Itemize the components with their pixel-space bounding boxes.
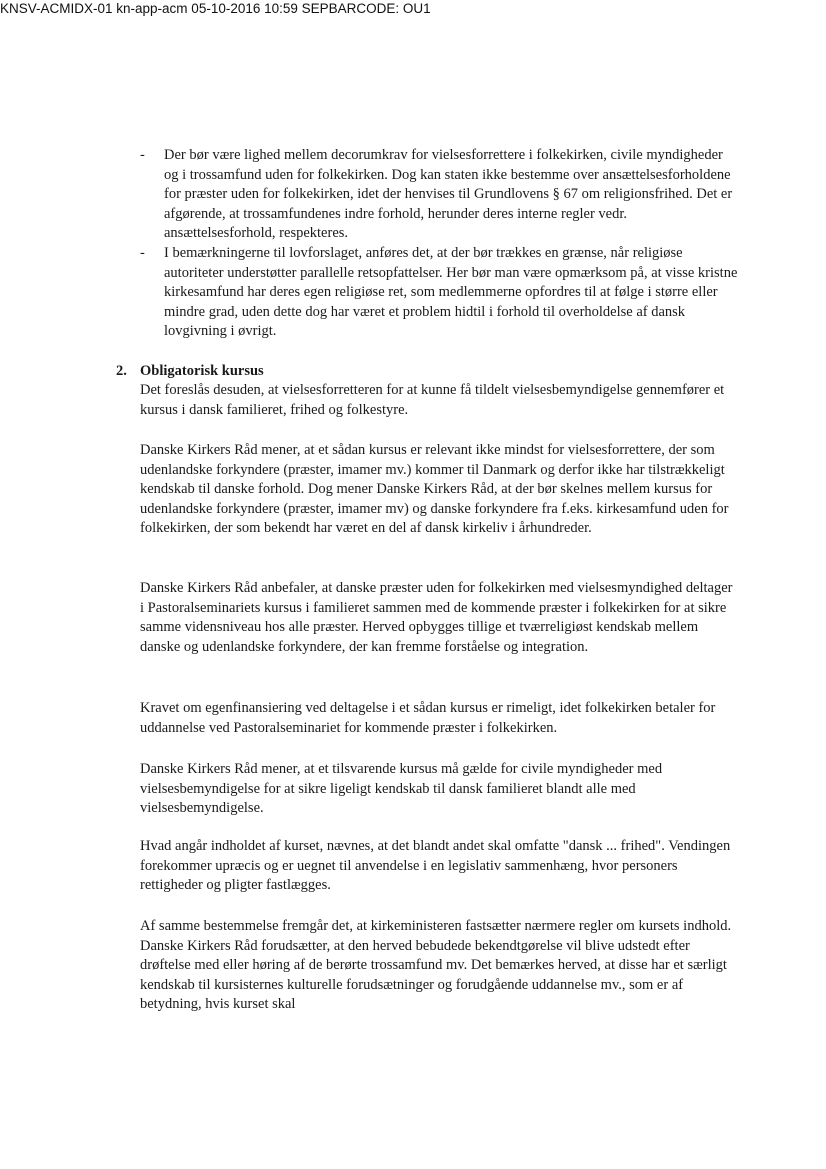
section-number: 2. <box>116 363 127 379</box>
list-item <box>140 244 740 342</box>
list-item <box>140 146 740 244</box>
document-header-stamp: KNSV-ACMIDX-01 kn-app-acm 05-10-2016 10:59 SEPBARCODE: OU1 <box>0 1 431 16</box>
bullet-list <box>140 146 740 342</box>
section-heading <box>116 362 756 381</box>
bullet-text: Der bør være lighed mellem decorumkrav for vielsesforrettere i folkekirken, civile myndigheder og i trossamfund uden for folkekirken. Dog kan staten ikke bestemme over ansættelsesforholdene for præster uden for folkekirken, idet der henvises til Grundlovens § 67 om religionsfrihed. Det er afgørende, at trossamfundenes indre forhold, herunder deres interne regler vedr. ansættelsesforhold, respekteres. <box>164 147 733 242</box>
paragraph: Danske Kirkers Råd mener, at et tilsvarende kursus må gælde for civile myndigheder med vielsesbemyndigelse for at sikre ligeligt kendskab til dansk familieret blandt alle med vielsesbemyndigelse. <box>140 761 663 817</box>
paragraph: Danske Kirkers Råd mener, at et sådan kursus er relevant ikke mindst for vielsesforrettere, der som udenlandske forkyndere (præster, imamer mv.) kommer til Danmark og derfor ikke har tilstrækkeligt kendskab til danske forhold. Dog mener Danske Kirkers Råd, at der bør skelnes mellem kursus for udenlandske forkyndere (præster, imamer mv) og danske forkyndere fra f.eks. kirkesamfund uden for folkekirken, der som bekendt har været en del af dansk kirkeliv i århundreder. <box>140 442 729 537</box>
paragraph: Danske Kirkers Råd anbefaler, at danske præster uden for folkekirken med vielsesmyndighed deltager i Pastoralseminariets kursus i familieret sammen med de kommende præster i folkekirken for at sikre samme vidensniveau hos alle præster. Herved opbygges tillige et tværreligiøst kendskab mellem danske og udenlandske forkyndere, der kan fremme forståelse og integration. <box>140 580 733 655</box>
section-title: Obligatorisk kursus <box>140 363 264 379</box>
bullet-text: I bemærkningerne til lovforslaget, anføres det, at der bør trækkes en grænse, når religiøse autoriteter understøtter parallelle retsopfattelser. Her bør man være opmærksom på, at visse kristne kirkesamfund har deres egen religiøse ret, som medlemmerne opfordres til at følge i større eller mindre grad, uden dette dog har været et problem hidtil i forhold til overholdelse af dansk lovgivning i øvrigt. <box>164 244 738 340</box>
paragraph: Det foreslås desuden, at vielsesforretteren for at kunne få tildelt vielsesbemyndigelse gennemfører et kursus i dansk familieret, frihed og folkestyre. <box>140 382 725 418</box>
paragraph: Af samme bestemmelse fremgår det, at kirkeministeren fastsætter nærmere regler om kursets indhold. Danske Kirkers Råd forudsætter, at den herved bebudede bekendtgørelse vil blive udstedt efter drøftelse med eller høring af de berørte trossamfund mv. Det bemærkes herved, at disse har et særligt kendskab til kursisternes kulturelle forudsætninger og forudgående uddannelse mv., som er af betydning, hvis kurset skal <box>140 918 732 1013</box>
bullet-marker: - <box>140 147 145 163</box>
bullet-marker: - <box>140 244 145 261</box>
paragraph: Kravet om egenfinansiering ved deltagelse i et sådan kursus er rimeligt, idet folkekirken betaler for uddannelse ved Pastoralseminariet for kommende præster i folkekirken. <box>140 700 716 736</box>
paragraph: Hvad angår indholdet af kurset, nævnes, at det blandt andet skal omfatte "dansk ... frihed". Vendingen forekommer upræcis og er uegnet til anvendelse i en legislativ sammenhæng, hvor personers rettigheder og pligter fastlægges. <box>140 838 731 894</box>
